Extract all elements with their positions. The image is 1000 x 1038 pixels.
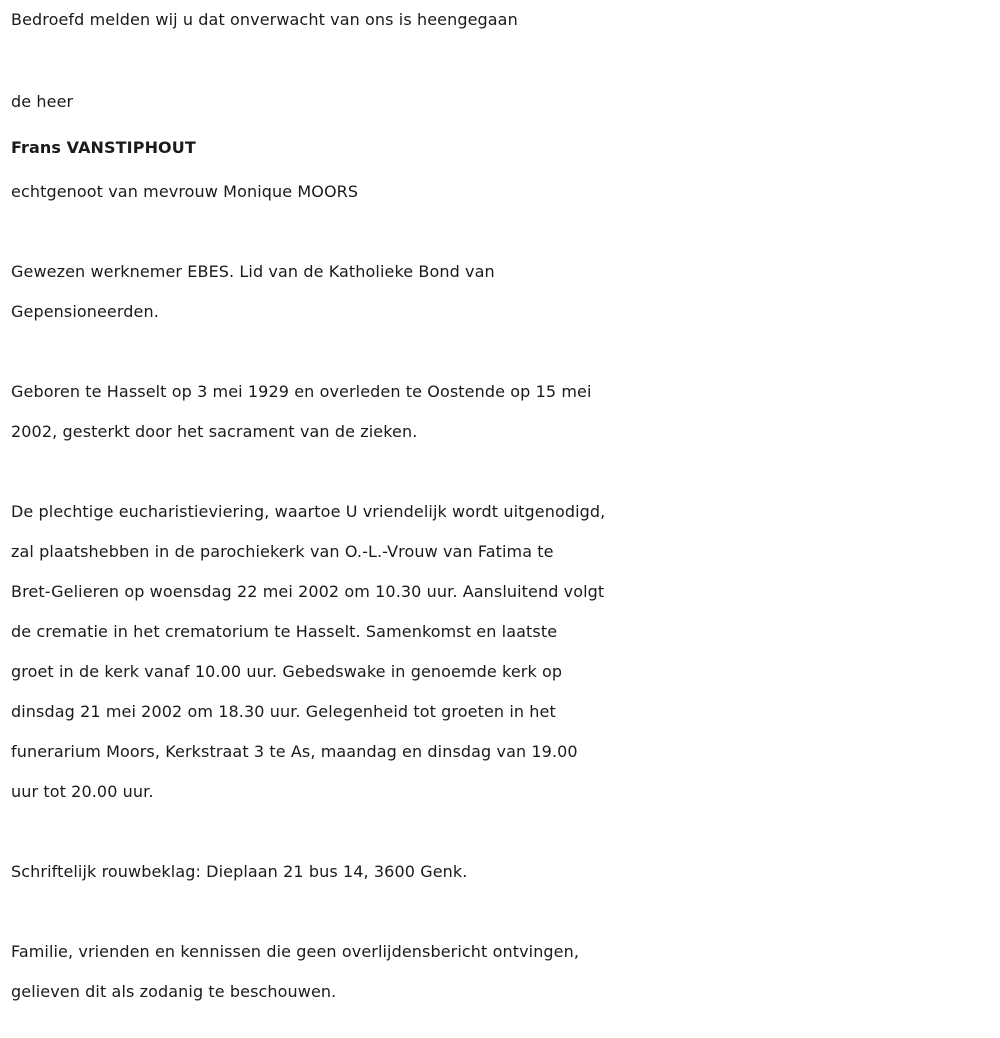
bio-line: Gepensioneerden. bbox=[11, 302, 159, 321]
ceremony-line: Bret-Gelieren op woensdag 22 mei 2002 om 10.30 uur. Aansluitend volgt bbox=[11, 582, 605, 601]
spacer bbox=[11, 452, 991, 492]
spacer bbox=[11, 212, 991, 252]
spacer bbox=[11, 332, 991, 372]
birth-death-line: 2002, gesterkt door het sacrament van de zieken. bbox=[11, 422, 418, 441]
spacer bbox=[11, 40, 991, 80]
spacer bbox=[11, 892, 991, 932]
ceremony-line: de crematie in het crematorium te Hasselt. Samenkomst en laatste bbox=[11, 622, 558, 641]
closing-line: Familie, vrienden en kennissen die geen overlijdensbericht ontvingen, bbox=[11, 942, 580, 961]
ceremony-line: funerarium Moors, Kerkstraat 3 te As, maandag en dinsdag van 19.00 bbox=[11, 742, 578, 761]
ceremony-line: uur tot 20.00 uur. bbox=[11, 782, 154, 801]
honorific: de heer bbox=[11, 92, 74, 111]
deceased-name: Frans VANSTIPHOUT bbox=[11, 138, 196, 157]
bio-line: Gewezen werknemer EBES. Lid van de Katholieke Bond van bbox=[11, 262, 495, 281]
ceremony-line: dinsdag 21 mei 2002 om 18.30 uur. Gelegenheid tot groeten in het bbox=[11, 702, 556, 721]
intro-text: Bedroefd melden wij u dat onverwacht van ons is heengegaan bbox=[11, 10, 518, 29]
ceremony-line: groet in de kerk vanaf 10.00 uur. Gebedswake in genoemde kerk op bbox=[11, 662, 563, 681]
ceremony-line: zal plaatshebben in de parochiekerk van O.-L.-Vrouw van Fatima te bbox=[11, 542, 554, 561]
spouse-text: echtgenoot van mevrouw Monique MOORS bbox=[11, 182, 359, 201]
death-notice bbox=[11, 0, 991, 1012]
birth-death-line: Geboren te Hasselt op 3 mei 1929 en overleden te Oostende op 15 mei bbox=[11, 382, 592, 401]
ceremony-line: De plechtige eucharistieviering, waartoe U vriendelijk wordt uitgenodigd, bbox=[11, 502, 606, 521]
spacer bbox=[11, 812, 991, 852]
closing-line: gelieven dit als zodanig te beschouwen. bbox=[11, 982, 337, 1001]
condolences-address: Schriftelijk rouwbeklag: Dieplaan 21 bus 14, 3600 Genk. bbox=[11, 862, 468, 881]
